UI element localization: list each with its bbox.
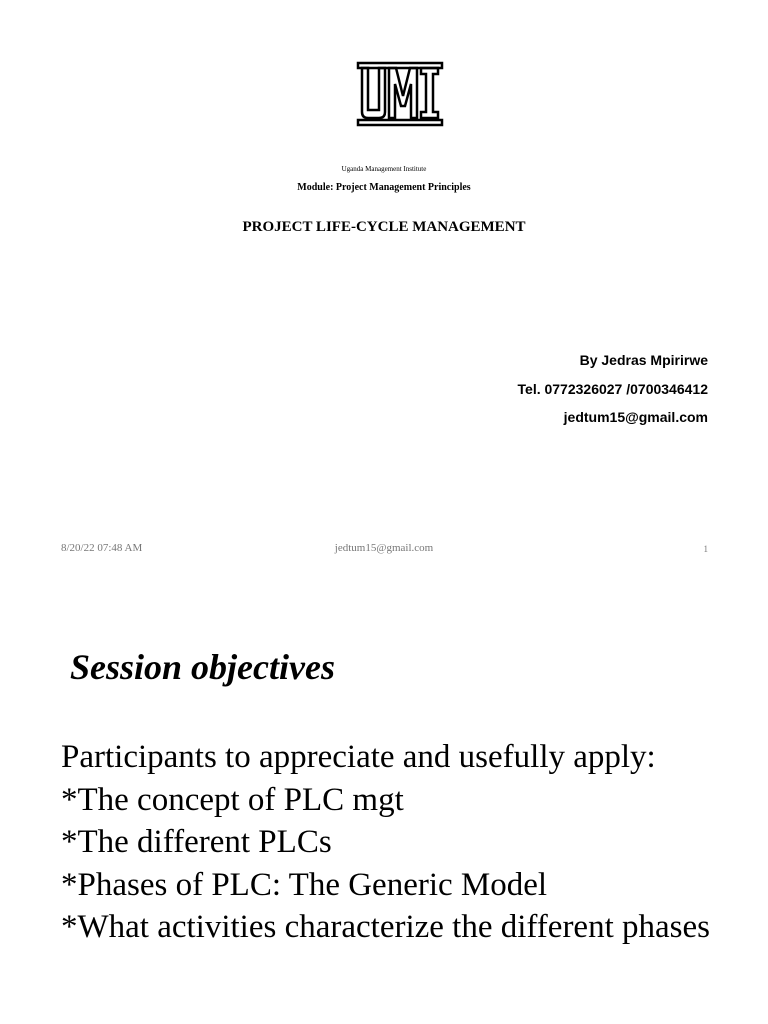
author-phone: Tel. 0772326027 /0700346412: [517, 380, 708, 397]
author-email: jedtum15@gmail.com: [563, 409, 708, 425]
institution-name: Uganda Management Institute: [341, 165, 427, 173]
objective-item: *Phases of PLC: The Generic Model: [61, 866, 548, 903]
module-name: Module: Project Management Principles: [297, 182, 471, 193]
footer-date: 8/20/22 07:48 AM: [61, 542, 143, 554]
objective-item: *What activities characterize the different phases: [61, 909, 710, 945]
objective-item: *The different PLCs: [61, 824, 332, 860]
objectives-slide: [0, 590, 768, 1024]
objectives-title: Session objectives: [70, 647, 335, 687]
objectives-body: [61, 736, 741, 949]
footer-email: jedtum15@gmail.com: [334, 542, 434, 554]
footer-page-number: 1: [703, 544, 708, 554]
objective-item: *The concept of PLC mgt: [61, 781, 404, 818]
slide-title: PROJECT LIFE-CYCLE MANAGEMENT: [242, 219, 526, 235]
umi-logo: [355, 60, 445, 128]
objectives-intro: Participants to appreciate and usefully apply:: [61, 739, 656, 775]
author-block: [518, 346, 708, 432]
author-name: By Jedras Mpirirwe: [579, 352, 708, 368]
